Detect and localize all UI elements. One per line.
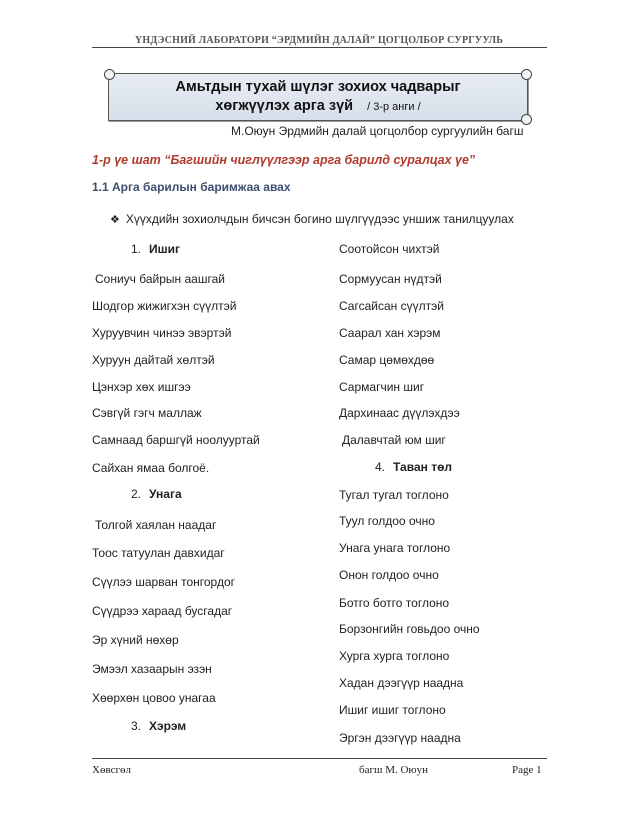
- poem-title: Хэрэм: [149, 719, 187, 733]
- poem-line: Сүүдрээ хараад бусгадаг: [92, 604, 233, 618]
- poem-heading: [131, 719, 186, 733]
- poem-line: Хуруун дайтай хөлтэй: [92, 353, 215, 367]
- poem-line: Сармагчин шиг: [339, 380, 425, 394]
- poem-line: Сониуч байрын аашгай: [95, 272, 225, 286]
- footer-left: Хөвсгөл: [92, 764, 131, 776]
- header-rule: [92, 47, 547, 48]
- poem-line: Далавчтай юм шиг: [342, 433, 446, 447]
- poem-heading: [131, 487, 182, 501]
- poem-line: Цэнхэр хөх ишгээ: [92, 380, 191, 394]
- poem-line: Самнаад баршгүй ноолууртай: [92, 433, 260, 447]
- poem-line: Сормуусан нүдтэй: [339, 272, 442, 286]
- poem-title: Ишиг: [149, 242, 181, 256]
- footer-center: багш М. Оюун: [359, 764, 429, 776]
- poem-line: Борзонгийн говьдоо очно: [339, 622, 480, 636]
- poem-line: Сэвгүй гэгч маллаж: [92, 406, 202, 420]
- poem-line: Унага унага тоглоно: [339, 541, 451, 555]
- poem-line: Хадан дээгүүр наадна: [339, 676, 464, 690]
- poem-line: Эр хүний нөхөр: [92, 633, 179, 647]
- banner-grade: / 3-р анги /: [367, 101, 421, 113]
- poem-title: Унага: [149, 487, 182, 501]
- poem-line: Сайхан ямаа болгоё.: [92, 461, 210, 475]
- poem-line: Эргэн дээгүүр наадна: [339, 731, 461, 745]
- poem-line: Самар цөмөхдөө: [339, 353, 435, 367]
- poem-line: Хуруувчин чинээ эвэртэй: [92, 326, 232, 340]
- poem-line: Онон голдоо очно: [339, 568, 439, 582]
- banner-title-line2: [109, 98, 527, 114]
- poem-line: Хурга хурга тоглоно: [339, 649, 450, 663]
- author-line: М.Оюун Эрдмийн далай цогцолбор сургуулийн багш: [231, 124, 524, 138]
- banner-title-line2-text: хөгжүүлэх арга зүй: [215, 98, 354, 114]
- poem-line: Толгой хаялан наадаг: [95, 518, 217, 532]
- bullet-item: [110, 212, 514, 226]
- poem-number: 3.: [131, 719, 142, 733]
- poem-line: Ишиг ишиг тоглоно: [339, 703, 446, 717]
- poem-heading: [375, 460, 452, 474]
- poem-number: 2.: [131, 487, 142, 501]
- poem-line: Дархинаас дүүлэхдээ: [339, 406, 460, 420]
- page-header: ҮНДЭСНИЙ ЛАБОРАТОРИ “ЭРДМИЙН ДАЛАЙ” ЦОГЦОЛБОР СУРГУУЛЬ: [134, 35, 504, 46]
- poem-line: Соотойсон чихтэй: [339, 242, 440, 256]
- section-title: 1.1 Арга барилын баримжаа авах: [92, 180, 291, 194]
- poem-line: Сагсайсан сүүлтэй: [339, 299, 444, 313]
- poem-heading: [131, 242, 180, 256]
- banner-title-line1: Амьтдын тухай шүлэг зохиох чадварыг: [175, 79, 461, 95]
- poem-line: Туул голдоо очно: [339, 514, 435, 528]
- poem-line: Тоос татуулан давхидаг: [92, 546, 225, 560]
- poem-number: 4.: [375, 460, 386, 474]
- poem-line: Сүүлээ шарван тонгордог: [92, 575, 235, 589]
- poem-line: Шодгор жижигхэн сүүлтэй: [92, 299, 237, 313]
- title-banner: [108, 73, 528, 121]
- poem-line: Хөөрхөн цовоо унагаа: [92, 691, 216, 705]
- poem-line: Эмээл хазаарын эзэн: [92, 662, 212, 676]
- page-number: Page 1: [512, 764, 542, 776]
- bullet-text: Хүүхдийн зохиолчдын бичсэн богино шүлгүүдээс уншиж танилцуулах: [125, 212, 514, 226]
- poem-line: Саарал хан хэрэм: [339, 326, 441, 340]
- footer-rule: [92, 758, 547, 759]
- step-title: 1-р үе шат “Багшийн чиглүүлгээр арга барилд суралцах үе”: [92, 153, 476, 167]
- poem-line: Тугал тугал тоглоно: [339, 488, 449, 502]
- poem-title: Таван төл: [393, 460, 453, 474]
- diamond-bullet-icon: ❖: [110, 214, 120, 226]
- poem-number: 1.: [131, 242, 142, 256]
- poem-line: Ботго ботго тоглоно: [339, 596, 450, 610]
